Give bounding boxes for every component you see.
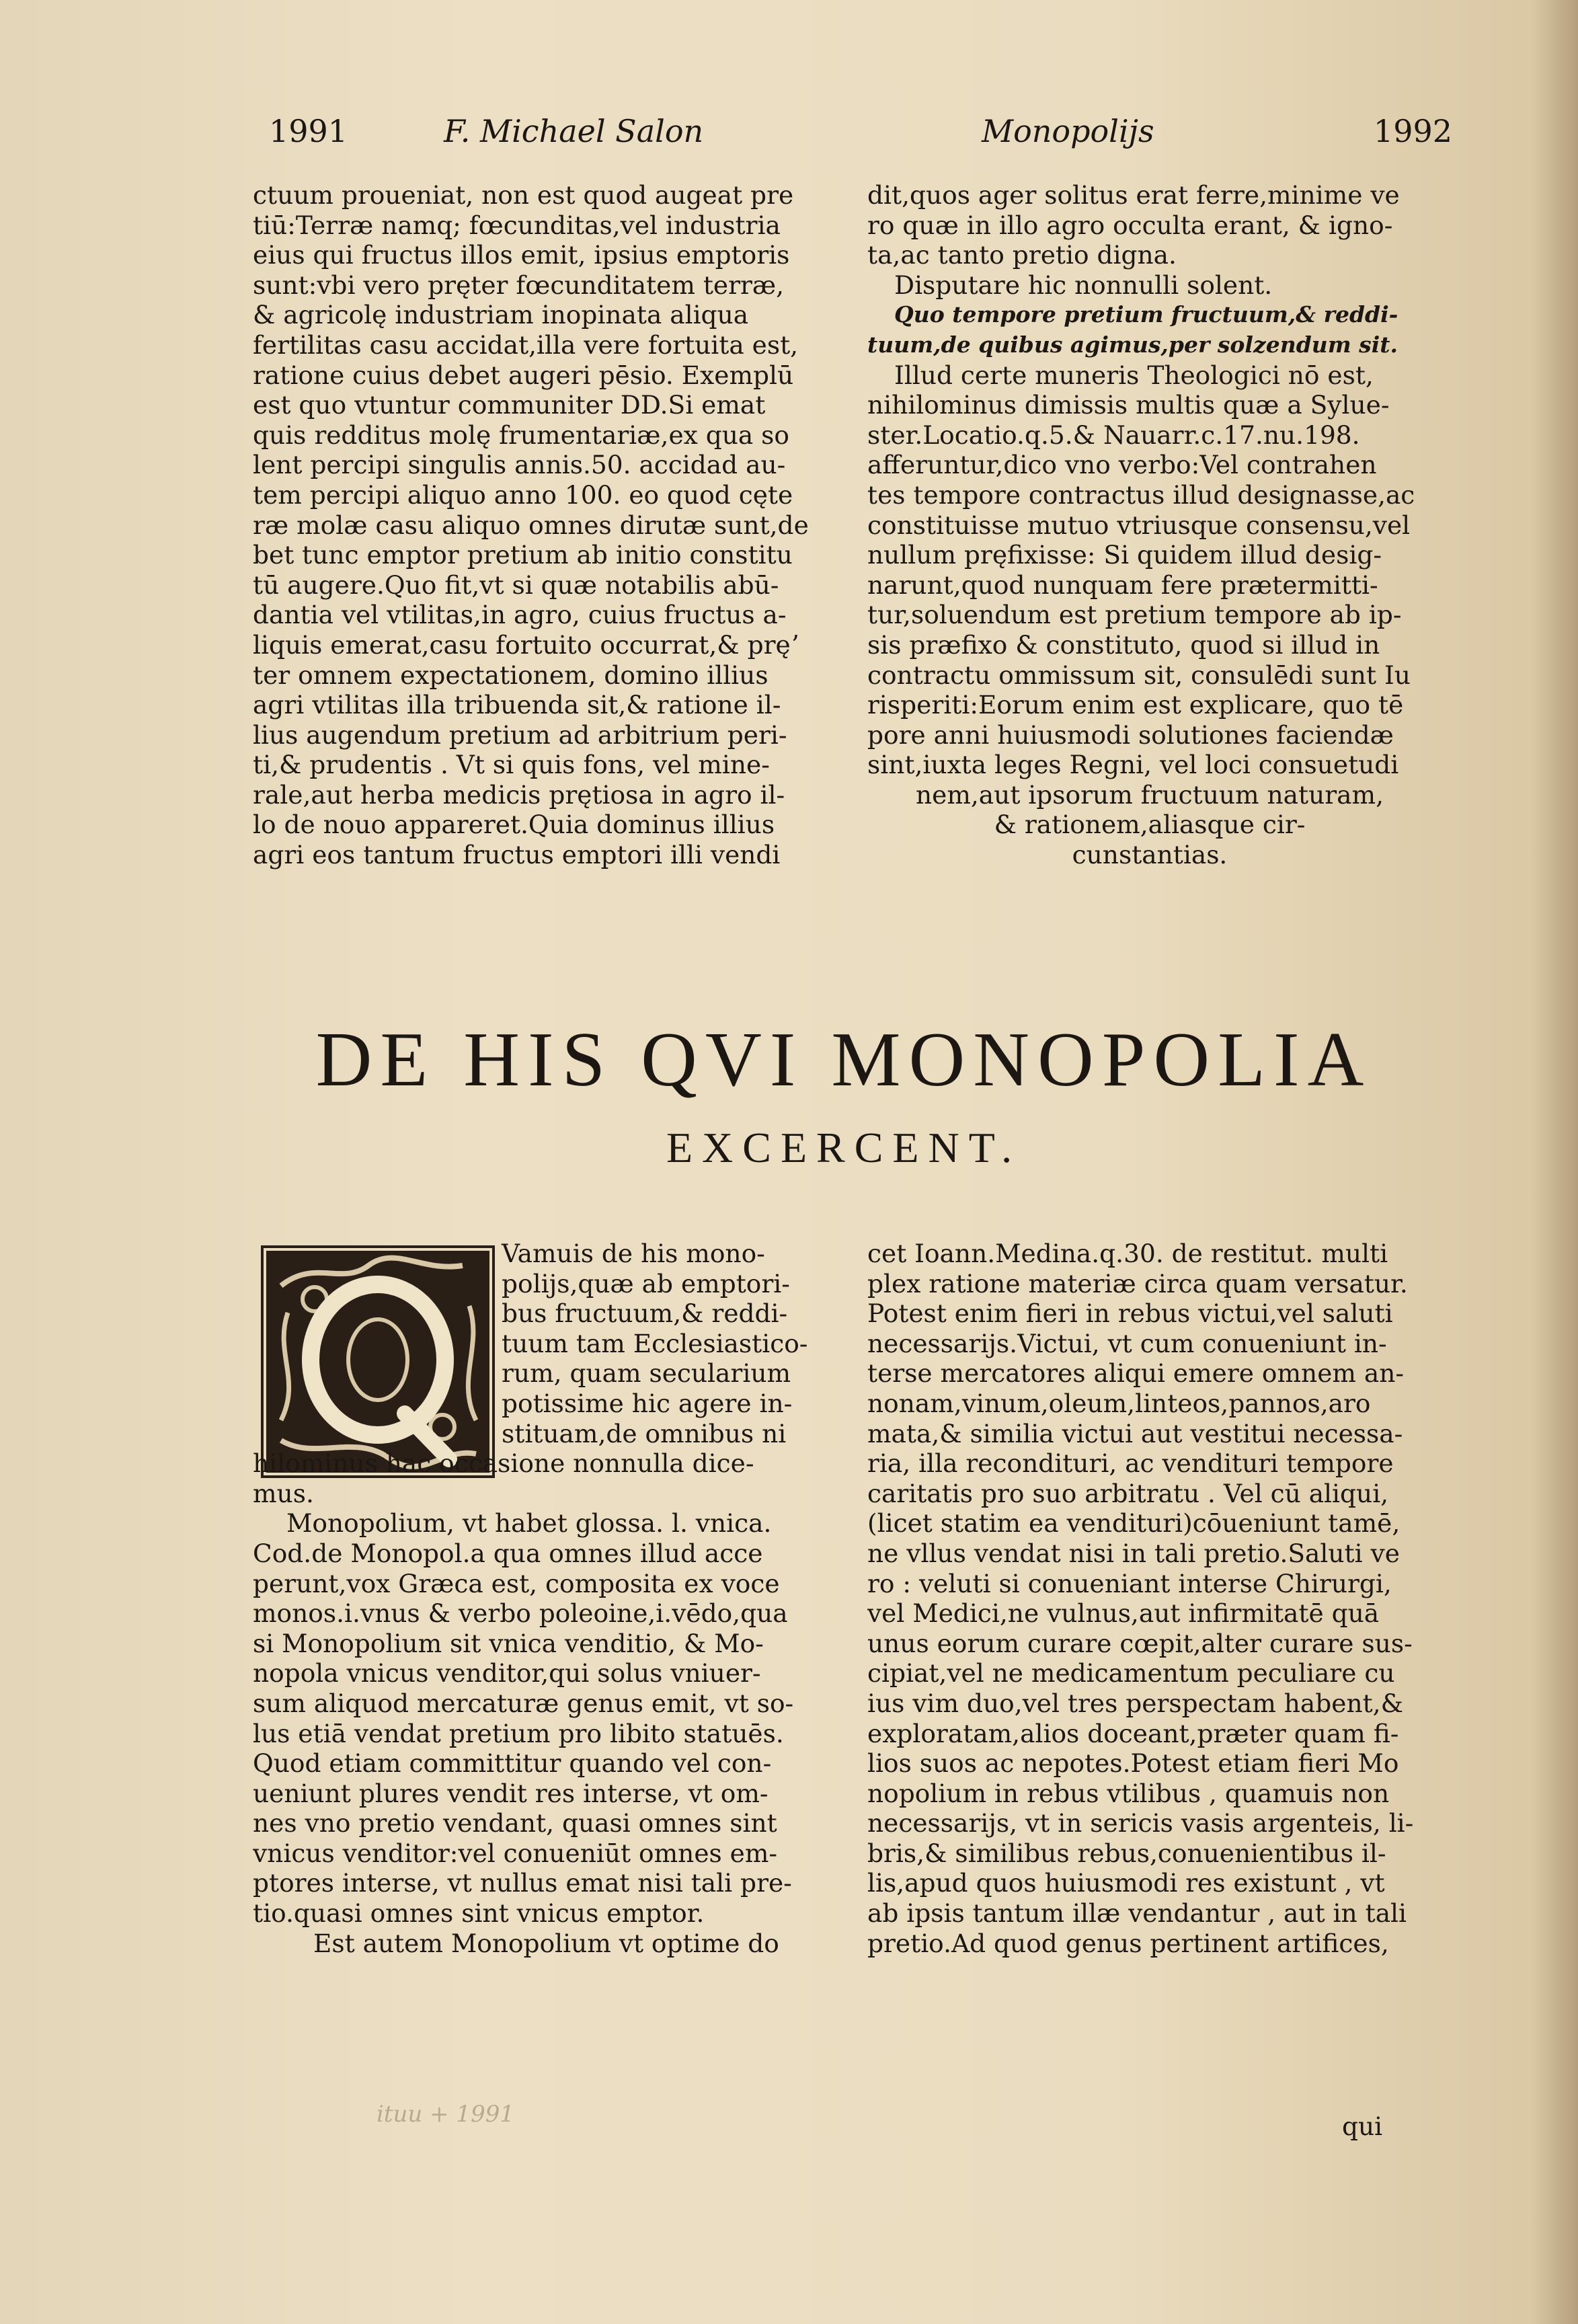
text-line: fertilitas casu accidat,illa vere fortuita est,	[253, 330, 799, 360]
text-line: nullum pręfixisse: Si quidem illud desig-	[867, 540, 1382, 570]
text-line: (licet statim ea vendituri)cōueniunt tamē,	[867, 1508, 1401, 1539]
text-line: vnicus venditor:vel conueniūt omnes em-	[253, 1838, 778, 1868]
text-line: liquis emerat,casu fortuito occurrat,& pręʼ	[253, 629, 799, 660]
text-line: lus etiā vendat pretium pro libito statuēs.	[253, 1718, 784, 1748]
left-page-number: 1991	[269, 113, 348, 149]
text-line: plex ratione materiæ circa quam versatur.	[867, 1268, 1408, 1299]
text-line: tū augere.Quo fit,vt si quæ notabilis abū-	[253, 570, 779, 600]
text-line: sint,iuxta leges Regni, vel loci consuetudi	[867, 750, 1399, 780]
text-line: tio.quasi omnes sint vnicus emptor.	[253, 1898, 705, 1929]
text-line: dit,quos ager solitus erat ferre,minime ve	[867, 180, 1400, 210]
text-line: Cod.de Monopol.a qua omnes illud acce	[253, 1538, 763, 1568]
text-line: Quod etiam committitur quando vel con-	[253, 1748, 772, 1779]
text-line: polijs,quæ ab emptori-	[502, 1268, 790, 1299]
chapter-subtitle: EXCERCENT.	[666, 1124, 1022, 1171]
text-line: Est autem Monopolium vt optime do	[313, 1928, 779, 1958]
text-line: lis,apud quos huiusmodi res existunt , vt	[867, 1868, 1385, 1898]
text-line: nem,aut ipsorum fructuum naturam,	[915, 779, 1384, 810]
text-line: contractu ommissum sit, consulēdi sunt Iu	[867, 660, 1411, 690]
text-line: rale,aut herba medicis prętiosa in agro il-	[253, 779, 785, 810]
text-line: ta,ac tanto pretio digna.	[867, 240, 1177, 270]
text-line: risperiti:Eorum enim est explicare, quo tē	[867, 690, 1404, 720]
text-line: tuum tam Ecclesiastico-	[502, 1328, 808, 1358]
text-line: potissime hic agere in-	[502, 1388, 793, 1418]
text-line: & rationem,aliasque cir-	[994, 810, 1306, 840]
text-line: Monopolium, vt habet glossa. l. vnica.	[286, 1508, 772, 1539]
text-line: est quo vtuntur communiter DD.Si emat	[253, 390, 766, 420]
text-line: terse mercatores aliqui emere omnem an-	[867, 1358, 1405, 1389]
text-line: tes tempore contractus illud designasse,ac	[867, 479, 1415, 510]
text-line: ctuum proueniat, non est quod augeat pre	[253, 180, 794, 210]
running-head-topic: Monopolijs	[982, 113, 1154, 149]
bottom-left-column	[253, 1239, 811, 2093]
text-line: necessarijs, vt in sericis vasis argenteis, li-	[867, 1808, 1414, 1838]
text-line: cunstantias.	[1072, 840, 1228, 870]
text-line: necessarijs.Victui, vt cum conueniunt in-	[867, 1328, 1387, 1358]
text-line: tiū:Terræ namq; fœcunditas,vel industria	[253, 210, 781, 240]
text-line: stituam,de omnibus ni	[502, 1418, 787, 1448]
text-line: Disputare hic nonnulli solent.	[894, 270, 1273, 300]
text-line: bus fructuum,& reddi-	[502, 1299, 788, 1329]
text-line: bet tunc emptor pretium ab initio constitu	[253, 540, 793, 570]
text-line: tem percipi aliquo anno 100. eo quod cęte	[253, 479, 793, 510]
top-right-column	[867, 180, 1432, 980]
italic-question-line: tuum,de quibus agimus,per solzendum sit.	[867, 331, 1398, 358]
text-line: mata,& similia victui aut vestitui necessa-	[867, 1418, 1403, 1448]
chapter-title: DE HIS QVI MONOPOLIA	[315, 1017, 1372, 1103]
text-line: lius augendum pretium ad arbitrium peri-	[253, 720, 787, 750]
text-line: exploratam,alios doceant,præter quam fi-	[867, 1718, 1399, 1748]
text-line: Illud certe muneris Theologici nō est,	[894, 360, 1374, 390]
text-line: si Monopolium sit vnica venditio, & Mo-	[253, 1628, 764, 1658]
text-line: rum, quam secularium	[502, 1358, 791, 1389]
text-line: ti,& prudentis . Vt si quis fons, vel mine-	[253, 750, 770, 780]
text-line: ster.Locatio.q.5.& Nauarr.c.17.nu.198.	[867, 420, 1360, 450]
right-page-number: 1992	[1373, 113, 1452, 149]
text-line: agri vtilitas illa tribuenda sit,& ratione il-	[253, 690, 781, 720]
text-line: ria, illa reconditurі, ac vendituri tempore	[867, 1448, 1394, 1479]
text-line: unus eorum curare cœpit,alter curare sus-	[867, 1628, 1413, 1658]
italic-question-line: Quo tempore pretium fructuum,& reddi-	[894, 301, 1398, 328]
catchword: qui	[1342, 2112, 1383, 2141]
text-line: afferuntur,dico vno verbo:Vel contrahen	[867, 450, 1377, 480]
bottom-right-column	[867, 1239, 1432, 2106]
text-line: ræ molæ casu aliquo omnes dirutæ sunt,de	[253, 510, 809, 540]
text-line: sum aliquod mercaturæ genus emit, vt so-	[253, 1688, 794, 1718]
text-line: hilominus hac occasione nonnulla dice-	[253, 1448, 754, 1479]
text-line: tur,soluendum est pretium tempore ab ip-	[867, 600, 1402, 630]
text-line: ptores interse, vt nullus emat nisi tali pre-	[253, 1868, 792, 1898]
text-line: ter omnem expectationem, domino illius	[253, 660, 768, 690]
running-head-author: F. Michael Salon	[444, 113, 704, 149]
text-line: nonam,vinum,oleum,linteos,pannos,aro	[867, 1388, 1371, 1418]
text-line: caritatis pro suo arbitratu . Vel cū aliqui,	[867, 1478, 1389, 1508]
text-line: dantia vel vtilitas,in agro, cuius fructus a-	[253, 600, 787, 630]
text-line: vel Medici,ne vulnus,aut infirmitatē quā	[867, 1598, 1380, 1629]
text-line: sunt:vbi vero pręter fœcunditatem terræ,	[253, 270, 785, 300]
text-line: perunt,vox Græca est, composita ex voce	[253, 1568, 780, 1598]
text-line: ab ipsis tantum illæ vendantur , aut in tali	[867, 1898, 1407, 1929]
text-line: & agricolę industriam inopinata aliqua	[253, 300, 749, 330]
text-line: nopola vnicus venditor,qui solus vniuer-	[253, 1658, 761, 1689]
text-line: nes vno pretio vendant, quasi omnes sint	[253, 1808, 777, 1838]
text-line: lo de nouo appareret.Quia dominus illius	[253, 810, 775, 840]
page-edge-shadow	[1531, 0, 1578, 2324]
text-line: Vamuis de his mono-	[502, 1239, 765, 1268]
text-line: ius vim duo,vel tres perspectam habent,&	[867, 1688, 1403, 1718]
text-line: nihilominus dimissis multis quæ a Sylue-	[867, 390, 1390, 420]
text-line: narunt,quod nunquam fere prætermitti-	[867, 570, 1378, 600]
text-line: Potest enim fieri in rebus victui,vel saluti	[867, 1299, 1393, 1329]
text-line: lent percipi singulis annis.50. accidad au-	[253, 450, 786, 480]
text-line: ro : veluti si conueniant interse Chirurgi,	[867, 1568, 1392, 1598]
text-line: pretio.Ad quod genus pertinent artifices,	[867, 1928, 1389, 1958]
text-line: quis redditus molę frumentariæ,ex qua so	[253, 420, 789, 450]
running-head	[269, 113, 1452, 160]
text-line: monos.i.vnus & verbo poleoine,i.vēdo,qua	[253, 1598, 788, 1629]
text-line: ne vllus vendat nisi in tali pretio.Saluti ve	[867, 1538, 1400, 1568]
text-line: constituisse mutuo vtriusque consensu,vel	[867, 510, 1411, 540]
text-line: pore anni huiusmodi solutiones faciendæ	[867, 720, 1394, 750]
text-line: ueniunt plures vendit res interse, vt om-	[253, 1778, 768, 1808]
text-line: ro quæ in illo agro occulta erant, & igno-	[867, 210, 1393, 240]
text-line: ratione cuius debet augeri pēsio. Exemplū	[253, 360, 794, 390]
text-line: agri eos tantum fructus emptori illi vendi	[253, 840, 781, 870]
text-line: nopolium in rebus vtilibus , quamuis non	[867, 1778, 1390, 1808]
text-line: eius qui fructus illos emit, ipsius emptoris	[253, 240, 790, 270]
text-line: cet Ioann.Medina.q.30. de restitut. multi	[867, 1239, 1388, 1268]
text-line: lios suos ac nepotes.Potest etiam fieri Mo	[867, 1748, 1399, 1779]
text-line: sis præfixo & constituto, quod si illud in	[867, 629, 1380, 660]
top-left-column	[253, 180, 811, 980]
text-line: mus.	[253, 1478, 314, 1508]
text-line: cipiat,vel ne medicamentum peculiare cu	[867, 1658, 1395, 1689]
bleed-through-text: ituu + 1991	[377, 2101, 514, 2128]
text-line: bris,& similibus rebus,conuenientibus il-	[867, 1838, 1386, 1868]
